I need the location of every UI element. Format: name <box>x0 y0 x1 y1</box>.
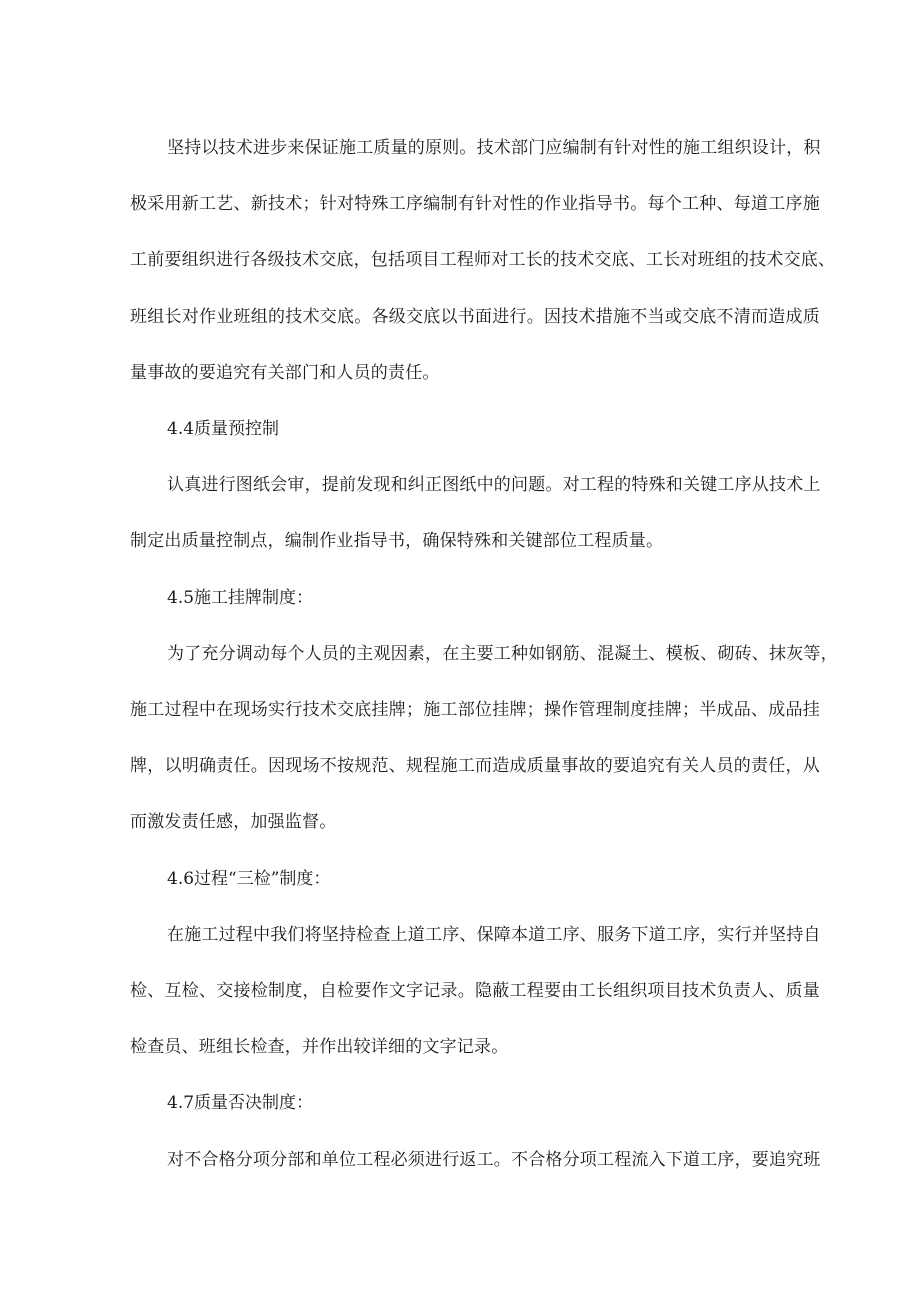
text-line: 施工过程中在现场实行技术交底挂牌；施工部位挂牌；操作管理制度挂牌；半成品、成品挂 <box>130 700 820 721</box>
section-heading-4-4: 4.4质量预控制 <box>167 419 280 440</box>
text-line: 认真进行图纸会审，提前发现和纠正图纸中的问题。对工程的特殊和关键工序从技术上 <box>167 475 821 496</box>
text-line: 为了充分调动每个人员的主观因素，在主要工种如钢筋、混凝土、模板、砌砖、抹灰等， <box>167 643 838 664</box>
paragraph-technical-progress <box>130 120 836 401</box>
text-line: 对不合格分项分部和单位工程必须进行返工。不合格分项工程流入下道工序，要追究班 <box>167 1149 821 1170</box>
paragraph-placard-system <box>130 626 838 851</box>
text-line: 检、互检、交接检制度，自检要作文字记录。隐蔽工程要由工长组织项目技术负责人、质量 <box>130 981 820 1002</box>
document-page <box>130 120 838 1188</box>
text-line: 量事故的要追究有关部门和人员的责任。 <box>130 362 440 383</box>
paragraph-pre-control <box>130 457 820 569</box>
text-line: 极采用新工艺、新技术；针对特殊工序编制有针对性的作业指导书。每个工种、每道工序施 <box>130 194 820 215</box>
text-line: 工前要组织进行各级技术交底，包括项目工程师对工长的技术交底、工长对班组的技术交底、 <box>130 250 836 271</box>
text-line: 班组长对作业班组的技术交底。各级交底以书面进行。因技术措施不当或交底不清而造成质 <box>130 306 820 327</box>
text-line: 而激发责任感，加强监督。 <box>130 812 337 833</box>
section-heading-4-6: 4.6过程“三检”制度： <box>167 868 331 889</box>
text-line: 检查员、班组长检查，并作出较详细的文字记录。 <box>130 1037 509 1058</box>
paragraph-quality-veto <box>130 1132 820 1188</box>
section-heading-4-7: 4.7质量否决制度： <box>167 1093 314 1114</box>
text-line: 坚持以技术进步来保证施工质量的原则。技术部门应编制有针对性的施工组织设计，积 <box>167 138 821 158</box>
text-line: 在施工过程中我们将坚持检查上道工序、保障本道工序、服务下道工序，实行并坚持自 <box>167 924 821 945</box>
text-line: 牌，以明确责任。因现场不按规范、规程施工而造成质量事故的要追究有关人员的责任，从 <box>130 756 820 777</box>
text-line: 制定出质量控制点，编制作业指导书，确保特殊和关键部位工程质量。 <box>130 531 664 552</box>
section-heading-4-5: 4.5施工挂牌制度： <box>167 587 314 608</box>
paragraph-three-inspections <box>130 907 820 1076</box>
